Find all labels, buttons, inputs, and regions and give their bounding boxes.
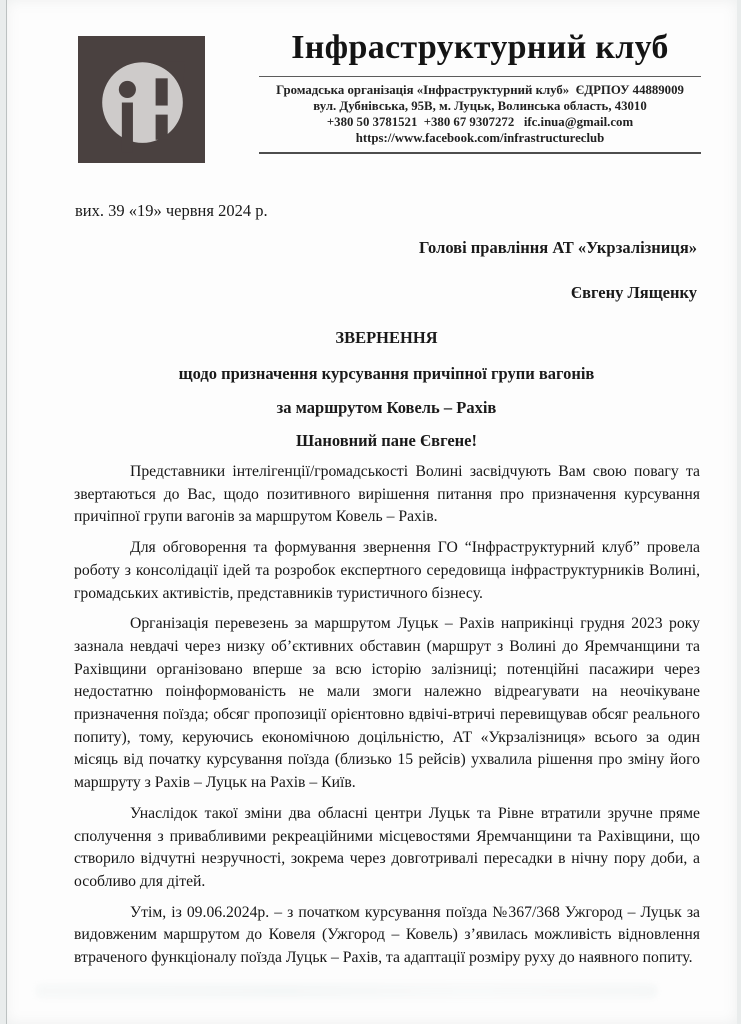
letterhead bbox=[259, 28, 701, 154]
org-logo-icon bbox=[78, 36, 205, 163]
body-paragraph: Унаслідок такої зміни два обласні центри Луцьк та Рівне втратили зручне пряме сполучення з привабливими рекреаційними місцевостями Яремчанщини та Рахівщини, що створило відчутні незручності, зокрема через довготривалі пересадки в нічну пору доби, а особливо для дітей. bbox=[74, 804, 700, 890]
org-phone-email-line: +380 50 3781521 +380 67 9307272 ifc.inua@gmail.com bbox=[326, 115, 634, 129]
document-page bbox=[6, 0, 737, 1024]
letter-headings bbox=[76, 328, 697, 450]
outgoing-ref-line: вих. 39 «19» червня 2024 р. bbox=[75, 201, 268, 220]
letterhead-divider-bottom bbox=[259, 152, 701, 154]
letter-body bbox=[74, 461, 700, 978]
org-contact-block bbox=[259, 82, 701, 146]
recipient-position: Голові правління АТ «Укрзалізниця» bbox=[418, 238, 697, 257]
body-paragraph: Представники інтелігенції/громадськості Волині засвідчують Вам свою повагу та звертаються до Вас, щодо позитивного вирішення питання про призначення курсування причіпної групи вагонів за маршрутом Ковель – Рахів. bbox=[74, 463, 700, 526]
org-address-line: вул. Дубнівська, 95В, м. Луцьк, Волинська область, 43010 bbox=[313, 99, 647, 113]
letter-salutation: Шановний пане Євгене! bbox=[295, 431, 477, 450]
letter-title: ЗВЕРНЕННЯ bbox=[335, 328, 438, 347]
letter-content bbox=[6, 0, 737, 1024]
scan-artifact bbox=[36, 984, 657, 998]
letterhead-divider-top bbox=[259, 76, 701, 77]
recipient-block bbox=[419, 238, 697, 303]
letter-subject: щодо призначення курсування причіпної групи вагонів bbox=[178, 364, 595, 383]
org-title: Інфраструктурний клуб bbox=[291, 29, 669, 66]
org-registration-line: Громадська організація «Інфраструктурний клуб» ЄДРПОУ 44889009 bbox=[276, 83, 684, 97]
letter-route: за маршрутом Ковель – Рахів bbox=[276, 398, 497, 417]
recipient-name: Євгену Лященку bbox=[570, 283, 697, 302]
body-paragraph: Для обговорення та формування звернення ГО “Інфраструктурний клуб” провела роботу з консолідації ідей та розробок експертного середовища інфраструктурників Волині, громадських активістів, представників туристичного бізнесу. bbox=[74, 539, 700, 602]
org-facebook-line: https://www.facebook.com/infrastructureclub bbox=[355, 131, 605, 145]
body-paragraph: Організація перевезень за маршрутом Луцьк – Рахів наприкінці грудня 2023 року зазнала невдачі через низку об’єктивних обставин (маршрут з Волині до Яремчанщини та Рахівщини організовано вперше за всю історію залізниці; потенційні пасажири через недостатню поінформованість не мали змоги належно відреагувати на неочікуване призначення поїзда; обсяг пропозиції орієнтовно вдвічі-втричі перевищував обсяг реального попиту), тому, керуючись економічною доцільністю, АТ «Укрзалізниця» всього за один місяць від початку курсування поїзда (близько 15 рейсів) ухвалила рішення про зміну його маршруту з Рахів – Луцьк на Рахів – Київ. bbox=[74, 615, 700, 792]
body-paragraph: Утім, із 09.06.2024р. – з початком курсування поїзда №367/368 Ужгород – Луцьк за видовженим маршрутом до Ковеля (Ужгород – Ковель) з’явилась можливість відновлення втраченого функціоналу поїзда Луцьк – Рахів, та адаптації розміру руху до наявного попиту. bbox=[74, 903, 700, 967]
